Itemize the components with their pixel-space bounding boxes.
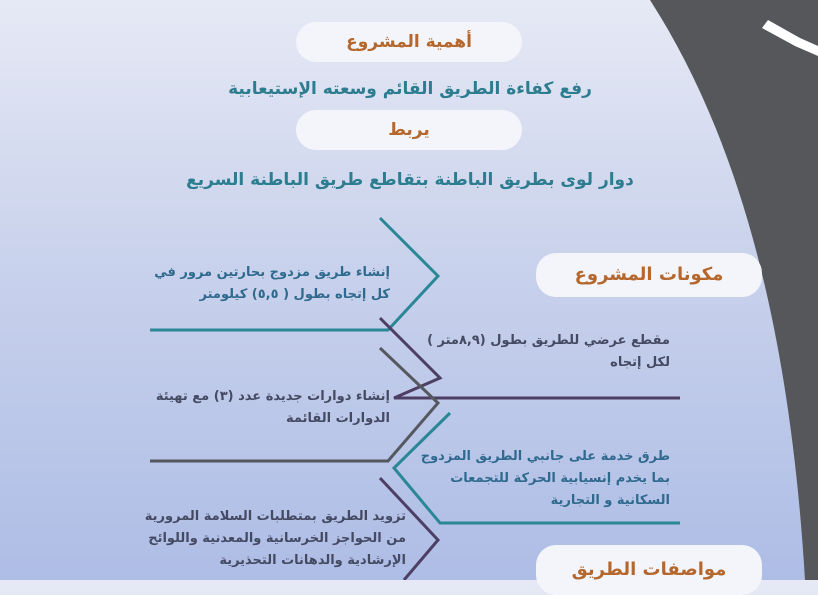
component-item-4: طرق خدمة على جانبي الطريق المزدوج بما يخدم إنسيابية الحركة للتجمعات السكانية و التجارية xyxy=(420,449,670,508)
component-item-1: إنشاء طريق مزدوج بحارتين مرور في كل إتجاه بطول ( ٥,٥) كيلومتر xyxy=(154,265,390,302)
connects-text: دوار لوى بطريق الباطنة بتقاطع طريق الباطنة السريع xyxy=(186,170,634,190)
importance-text: رفع كفاءة الطريق القائم وسعته الإستيعابية xyxy=(228,79,592,99)
components-heading: مكونات المشروع xyxy=(536,253,762,297)
connects-heading: يربط xyxy=(296,110,522,150)
component-item-5: تزويد الطريق بمتطلبات السلامة المرورية من الحواجز الخرسانية والمعدنية واللوائح الإرشادية والدهانات التحذيرية xyxy=(144,509,406,568)
component-item-2: مقطع عرضي للطريق بطول (٨,٩متر ) لكل إتجاه xyxy=(427,333,670,370)
specs-heading: مواصفات الطريق xyxy=(536,545,762,595)
importance-heading: أهمية المشروع xyxy=(296,22,522,62)
component-item-3: إنشاء دوارات جديدة عدد (٣) مع تهيئة الدوارات القائمة xyxy=(155,389,390,426)
